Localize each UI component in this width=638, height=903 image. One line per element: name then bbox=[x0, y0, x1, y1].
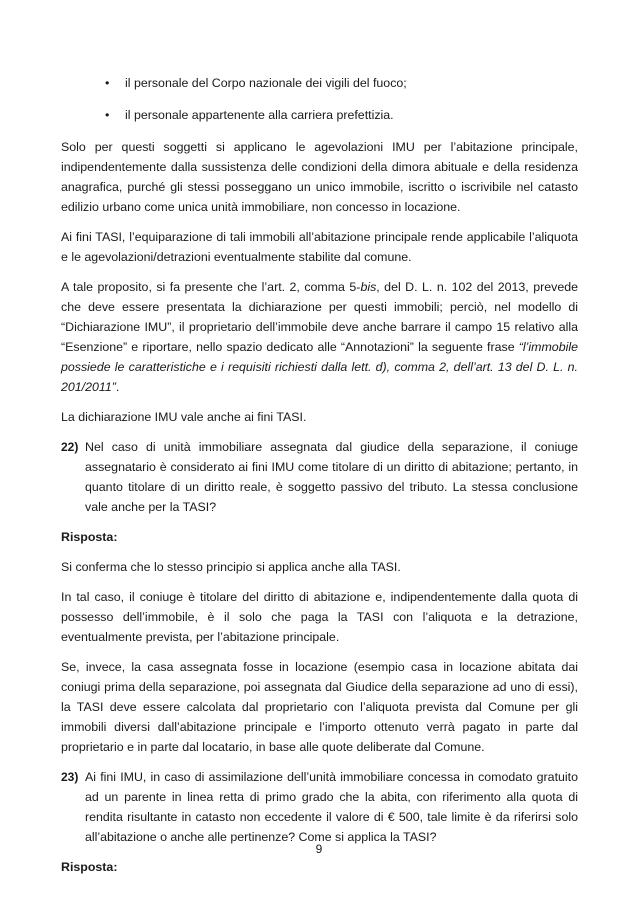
answer-paragraph: Si conferma che lo stesso principio si applica anche alla TASI. bbox=[61, 560, 401, 574]
answer-label: Risposta: bbox=[61, 530, 118, 544]
paragraph-dichiarazione bbox=[61, 277, 578, 397]
paragraph-text: A tale proposito, si fa presente che l’art. 2, comma 5- bbox=[61, 280, 361, 294]
list-item-text: il personale del Corpo nazionale dei vigili del fuoco; bbox=[125, 76, 407, 90]
answer-paragraph: Se, invece, la casa assegnata fosse in locazione (esempio casa in locazione abitata dai coniugi prima della separazione, poi assegnata dal Giudice della separazione ad uno di essi), la TASI deve essere calcolata dal proprietario con l’aliquota prevista dal Comune per gli immobili diversi dall’abitazione principale e l’importo ottenuto verrà pagato in parte dal proprietario e in parte dal locatario, in base alle quote deliberate dal Comune. bbox=[61, 660, 578, 754]
list-item-text: il personale appartenente alla carriera prefettizia. bbox=[125, 108, 394, 122]
bullet-icon: • bbox=[105, 108, 110, 122]
document-page bbox=[61, 73, 578, 887]
list-item bbox=[61, 105, 578, 125]
bullet-icon: • bbox=[105, 76, 110, 90]
question-22 bbox=[61, 437, 578, 517]
paragraph-tasi-equiparazione: Ai fini TASI, l’equiparazione di tali immobili all’abitazione principale rende applicabile l’aliquota e le agevolazioni/detrazioni eventualmente stabilite dal comune. bbox=[61, 230, 578, 264]
list-item bbox=[61, 73, 578, 93]
paragraph-text: , del D. L. n. 102 del 2013, prevede che deve essere presentata la dichiarazione per questi immobili; perciò, nel modello di “Dichiarazione IMU”, il proprietario dell’immobile deve anche barrare il campo 15 relativo alla “Esenzione” e riportare, nello spazio dedicato alle “Annotazioni” la seguente frase bbox=[61, 280, 578, 354]
page-number: 9 bbox=[315, 842, 323, 856]
question-number: 23) bbox=[61, 770, 79, 784]
quoted-phrase: “l’immobile possiede le caratteristiche e i requisiti richiesti dalla lett. d), comma 2, dell’art. 13 del D. L. n. 201/2011” bbox=[61, 340, 578, 394]
paragraph-text: . bbox=[115, 380, 120, 394]
paragraph-dichiarazione-tasi: La dichiarazione IMU vale anche ai fini TASI. bbox=[61, 410, 307, 424]
question-text: Nel caso di unità immobiliare assegnata dal giudice della separazione, il coniuge assegnatario è considerato ai fini IMU come titolare di un diritto di abitazione; pertanto, in quanto titolare di un diritto reale, è soggetto passivo del tributo. La stessa conclusione vale anche per la TASI? bbox=[85, 440, 578, 514]
question-number: 22) bbox=[61, 440, 79, 454]
bis-text: bis bbox=[360, 280, 377, 294]
paragraph-agevolazioni: Solo per questi soggetti si applicano le agevolazioni IMU per l’abitazione principale, indipendentemente dalla sussistenza delle condizioni della dimora abituale e della residenza anagrafica, purché gli stessi posseggano un unico immobile, iscritto o iscrivibile nel catasto edilizio urbano come unica unità immobiliare, non concesso in locazione. bbox=[61, 140, 578, 214]
bullet-list bbox=[61, 73, 578, 125]
answer-label: Risposta: bbox=[61, 860, 118, 874]
answer-paragraph: In tal caso, il coniuge è titolare del diritto di abitazione e, indipendentemente dalla quota di possesso dell’immobile, è il solo che paga la TASI con l’aliquota e la detrazione, eventualmente prevista, per l’abitazione principale. bbox=[61, 590, 578, 644]
question-23 bbox=[61, 767, 578, 847]
question-text: Ai fini IMU, in caso di assimilazione dell’unità immobiliare concessa in comodato gratuito ad un parente in linea retta di primo grado che la abita, con riferimento alla quota di rendita risultante in catasto non eccedente il valore di € 500, tale limite è da riferirsi solo all’abitazione o anche alle pertinenze? Come si applica la TASI? bbox=[85, 770, 578, 844]
